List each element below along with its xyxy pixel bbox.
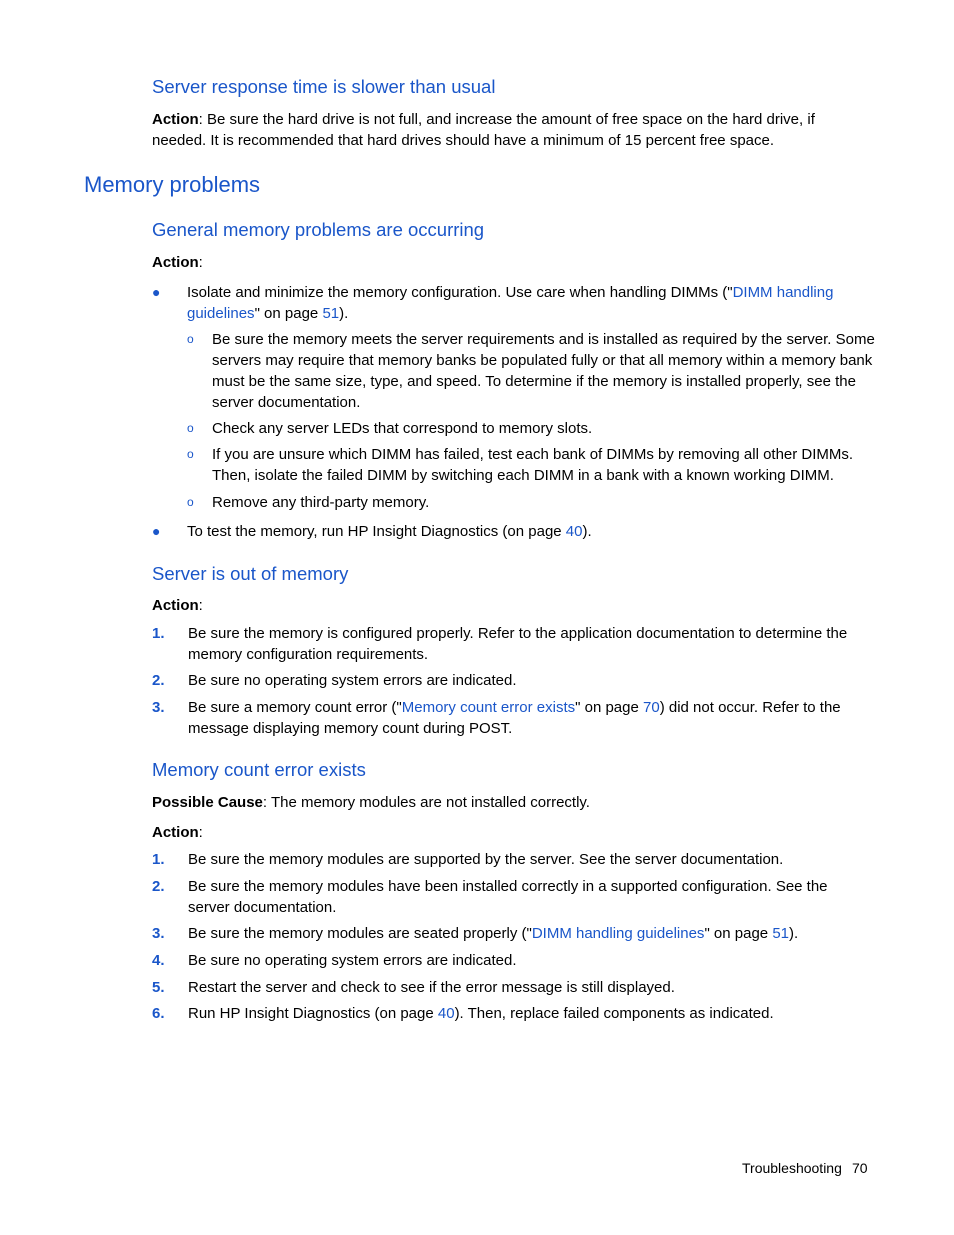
paragraph-out-of-memory-action	[152, 595, 203, 616]
step-text: Be sure no operating system errors are indicated.	[188, 952, 517, 969]
cause-label: Possible Cause	[152, 794, 263, 811]
list-item-test-memory	[187, 521, 592, 542]
action-label: Action	[152, 824, 199, 841]
link-page-40[interactable]: 40	[437, 1005, 455, 1022]
step-text: Be sure no operating system errors are indicated.	[188, 672, 517, 689]
action-label: Action	[152, 254, 199, 271]
step-text: Be sure the memory is configured properly. Refer to the application documentation to determine the memory configuration requirements.	[188, 625, 848, 663]
text: " on page	[254, 305, 323, 322]
sub-bullet-icon: o	[187, 447, 194, 461]
step-number: 6.	[152, 1005, 165, 1022]
footer-page-number: 70	[852, 1160, 868, 1176]
text: ) did not occur. Refer to the message displaying memory count during POST.	[188, 699, 841, 737]
sub-bullet-icon: o	[187, 495, 194, 509]
heading-server-response: Server response time is slower than usual	[152, 76, 496, 97]
paragraph-memory-count-action	[152, 822, 203, 843]
text: " on page	[704, 925, 773, 942]
step-number: 4.	[152, 952, 165, 969]
action-text: : Be sure the hard drive is not full, and increase the amount of free space on the hard drive, if needed. It is recommended that hard drives should have a minimum of 15 percent free space.	[152, 111, 815, 149]
step-number: 2.	[152, 878, 165, 895]
text: ).	[582, 523, 592, 540]
action-label: Action	[152, 597, 199, 614]
bullet-icon: ●	[152, 523, 161, 539]
footer-section-name: Troubleshooting	[742, 1160, 842, 1176]
link-page-51[interactable]: 51	[322, 305, 340, 322]
text: ).	[339, 305, 349, 322]
action-colon: :	[198, 254, 203, 271]
step-number: 1.	[152, 625, 165, 642]
sub-list-item: If you are unsure which DIMM has failed, test each bank of DIMMs by removing all other DIMMs. Then, isolate the failed DIMM by switching each DIMM in a bank with a known working DIMM.	[212, 446, 854, 484]
action-colon: :	[198, 824, 203, 841]
link-page-51[interactable]: 51	[772, 925, 790, 942]
link-memory-count-error-exists[interactable]: Memory count error exists	[401, 699, 576, 716]
text: To test the memory, run HP Insight Diagnostics (on page	[187, 523, 566, 540]
heading-general-memory: General memory problems are occurring	[152, 219, 485, 240]
list-item-isolate-memory	[187, 282, 877, 324]
sub-list-item: Check any server LEDs that correspond to memory slots.	[212, 420, 593, 437]
step-text	[188, 697, 873, 739]
step-number: 5.	[152, 979, 165, 996]
link-dimm-handling-guidelines[interactable]: DIMM handling guidelines	[187, 284, 834, 322]
sub-bullet-icon: o	[187, 332, 194, 346]
paragraph-general-action	[152, 252, 203, 273]
bullet-icon: ●	[152, 284, 161, 300]
text: Isolate and minimize the memory configuration. Use care when handling DIMMs ("	[187, 284, 733, 301]
text: Run HP Insight Diagnostics (on page	[188, 1005, 438, 1022]
step-number: 3.	[152, 925, 165, 942]
text: ). Then, replace failed components as indicated.	[454, 1005, 774, 1022]
sub-list-item: Be sure the memory meets the server requirements and is installed as required by the server. Some servers may require that memory banks be populated fully or that all memory within a memory bank must be the same size, type, and speed. To determine if the memory is installed properly, see the server documentation.	[212, 331, 875, 411]
cause-text: : The memory modules are not installed correctly.	[262, 794, 590, 811]
text: ).	[789, 925, 799, 942]
link-dimm-handling-guidelines[interactable]: DIMM handling guidelines	[531, 925, 705, 942]
step-number: 2.	[152, 672, 165, 689]
heading-out-of-memory: Server is out of memory	[152, 563, 349, 584]
step-text: Be sure the memory modules are supported by the server. See the server documentation.	[188, 851, 784, 868]
sub-bullet-icon: o	[187, 421, 194, 435]
action-colon: :	[198, 597, 203, 614]
paragraph-possible-cause	[152, 792, 590, 813]
step-text	[188, 923, 798, 944]
step-text: Be sure the memory modules have been installed correctly in a supported configuration. See the server documentation.	[188, 878, 828, 916]
heading-memory-problems: Memory problems	[84, 172, 261, 197]
link-page-40[interactable]: 40	[565, 523, 583, 540]
paragraph-server-response-action	[152, 109, 872, 151]
text: " on page	[575, 699, 644, 716]
sub-list-item: Remove any third-party memory.	[212, 494, 430, 511]
step-number: 1.	[152, 851, 165, 868]
step-text: Restart the server and check to see if the error message is still displayed.	[188, 979, 675, 996]
action-label: Action	[152, 111, 199, 128]
step-text	[188, 1003, 774, 1024]
step-number: 3.	[152, 699, 165, 716]
heading-memory-count-error: Memory count error exists	[152, 759, 366, 780]
text: Be sure the memory modules are seated properly ("	[188, 925, 532, 942]
text: Be sure a memory count error ("	[188, 699, 402, 716]
link-page-70[interactable]: 70	[643, 699, 660, 716]
